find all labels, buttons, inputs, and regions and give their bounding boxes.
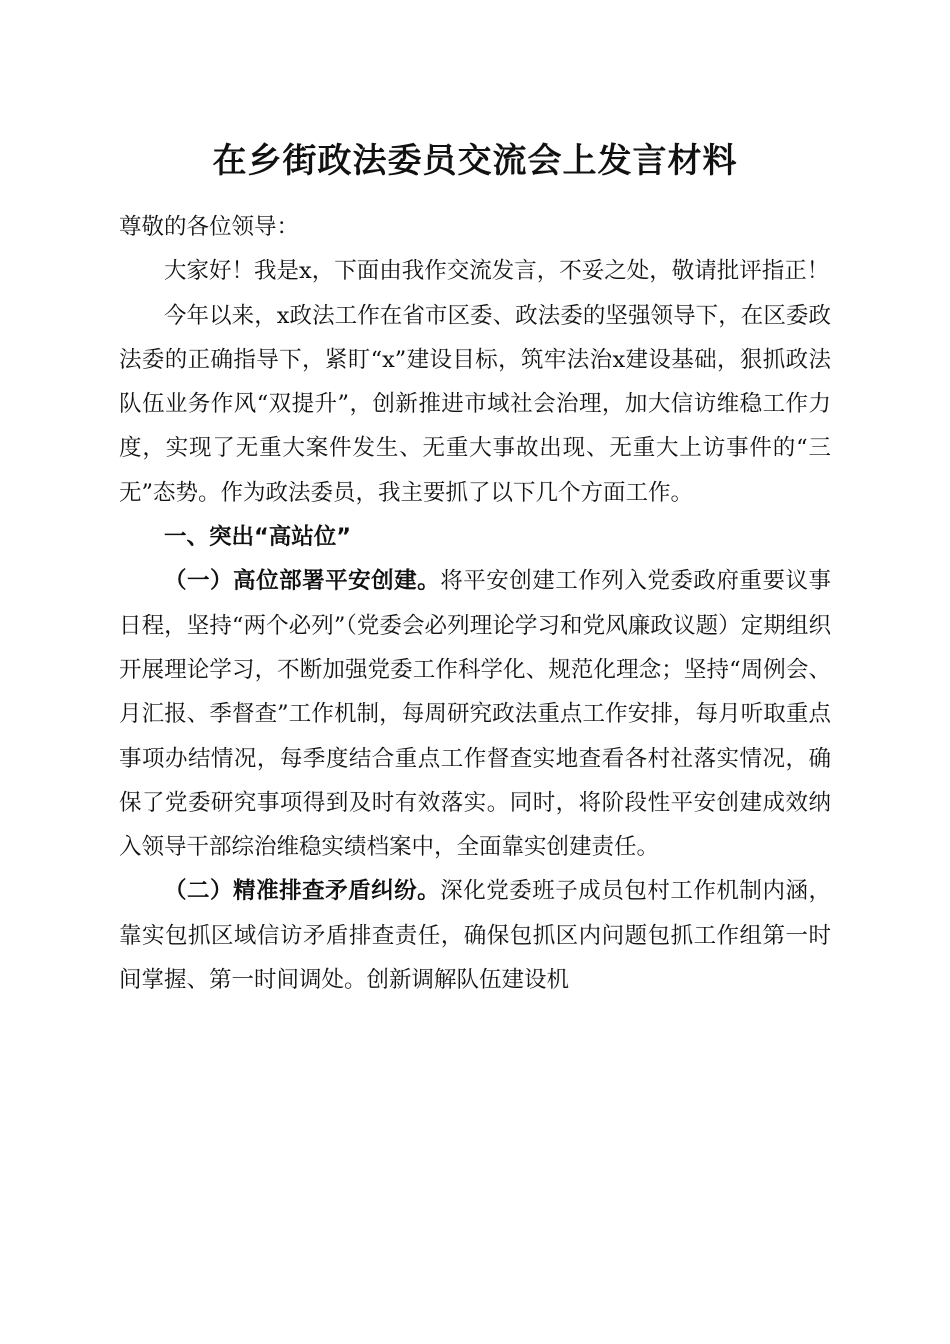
salutation: 尊敬的各位领导：: [119, 214, 300, 240]
section-item-paragraph: [119, 559, 831, 869]
item-lead: （一）高位部署平安创建。: [164, 568, 441, 595]
item-text: 深化党委班子成员包村工作机制内涵，靠实包抓区域信访矛盾排查责任，确保包抓区内问题包抓工作组第一时间掌握、第一时间调处。创新调解队伍建设机: [119, 878, 831, 994]
document-body: [119, 205, 831, 1002]
section-item-paragraph: [119, 869, 831, 1002]
opening-paragraph: 大家好！我是x，下面由我作交流发言，不妥之处，敬请批评指正！: [164, 258, 830, 285]
item-lead: （二）精准排查矛盾纠纷。: [164, 878, 441, 905]
section-heading: 一、突出“高站位”: [164, 524, 352, 551]
document-title: 在乡街政法委员交流会上发言材料: [212, 141, 738, 181]
item-text: 将平安创建工作列入党委政府重要议事日程，坚持“两个必列”（党委会必列理论学习和党风廉政议题）定期组织开展理论学习，不断加强党委工作科学化、规范化理念；坚持“周例会、月汇报、季督查”工作机制，每周研究政法重点工作安排，每月听取重点事项办结情况，每季度结合重点工作督查实地查看各村社落实情况，确保了党委研究事项得到及时有效落实。同时，将阶段性平安创建成效纳入领导干部综治维稳实绩档案中，全面靠实创建责任。: [119, 568, 831, 861]
intro-paragraph: 今年以来，x政法工作在省市区委、政法委的坚强领导下，在区委政法委的正确指导下，紧盯“x”建设目标，筑牢法治x建设基础，狠抓政法队伍业务作风“双提升”，创新推进市域社会治理，加大信访维稳工作力度，实现了无重大案件发生、无重大事故出现、无重大上访事件的“三无”态势。作为政法委员，我主要抓了以下几个方面工作。: [119, 302, 831, 506]
